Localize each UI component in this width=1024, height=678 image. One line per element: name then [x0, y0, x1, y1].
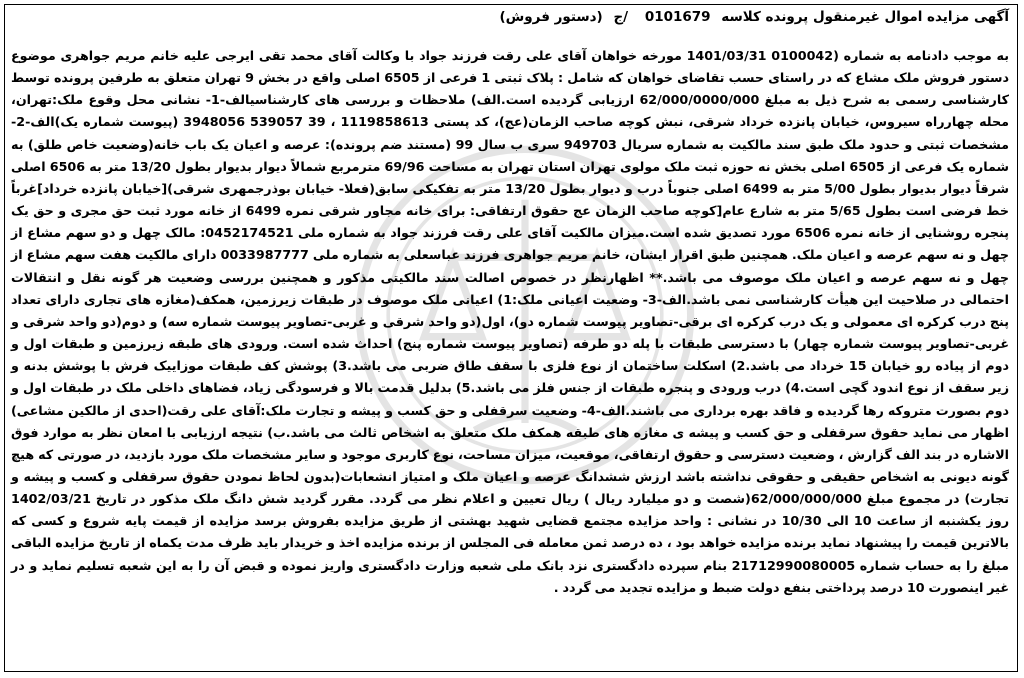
- notice-body: به موجب دادنامه به شماره (0100042 1401/03/31 مورخه خواهان آقای علی رقت فرزند جواد با وکالت آقای محمد تقی ایرجی علیه خانم مریم جواهری موضوع دستور فروش ملک مشاع که در راستای حسب تقاضای خواهان که شامل : پلاک ثبتی 1 فرعی از 6505 اصلی واقع در بخش 9 تهران متعلق به طرفین پرونده توسط کارشناسی رسمی به شرح ذیل به مبلغ 62/000/0000/000 ارزیابی گردیده است.الف) ملاحظات و بررسی های کارشناسیالف-1- نشانی محل وقوع ملک:تهران، محله چهارراه سیروس، خیابان پانزده خرداد شرقی، نبش کوچه صاحب الزمان(عج)، کد پستی 1119858613 ، 39 539057 3948056 (پیوست شماره یک)الف-2- مشخصات ثبتی و حدود ملک طبق سند مالکیت به شماره سریال 949703 سری ب سال 99 (مستند ضم پرونده): عرصه و اعیان یک باب خانه(وضعیت خاص طلق) به شماره یک فرعی از 6505 اصلی بخش نه حوزه ثبت ملک مولوی تهران استان تهران به مساحت 69/96 مترمربع شمالاً دیوار بدیوار بطول 13/20 متر به 6506 اصلی شرقاً دیوار بدیوار بطول 5/00 متر به 6499 اصلی جنوباً درب و دیوار بطول 13/20 متر به تفکیکی سابق(فعلا- خیابان بوذرجمهری شرقی)[خیابان پانزده خرداد]غرباً خط فرضی است بطول 5/65 متر به شارع عام[کوچه صاحب الزمان عج حقوق ارتفاقی: برای خانه مجاور شرقی نمره 6499 از خانه مورد ثبت حق مجری و حق یک پنجره روشنایی از خانه نمره 6506 مورد تصدیق شده است.میزان مالکیت آقای علی رقت فرزند جواد به شماره ملی 0452174521: مالک چهل و دو سهم مشاع از چهل و نه سهم عرصه و اعیان ملک. همچنین طبق اقرار ایشان، خانم مریم جواهری فرزند عباسعلی به شماره ملی 0033987777 دارای مالکیت هفت سهم مشاع از چهل و نه سهم عرصه و اعیان ملک موصوف می باشد.** اظهارنظر در خصوص اصالت سند مالکیتی مذکور و همچنین بررسی وضعیت هر گونه نقل و انتقالات احتمالی در صلاحیت این هیأت کارشناسی نمی باشد.الف-3- وضعیت اعیانی ملک:1) اعیانی ملک موصوف در طبقات زیرزمین، همکف(مغازه های تجاری دارای تعداد پنج درب کرکره ای معمولی و یک درب کرکره ای برقی-تصاویر پیوست شماره دو)، اول(دو واحد شرقی و غربی-تصاویر پیوست شماره سه) و دوم(دو واحد شرقی و غربی-تصاویر پیوست شماره چهار) با دسترسی طبقات با پله دو طرفه (تصاویر پیوست شماره پنج) احداث شده است. ورودی های طبقه زیرزمین و طبقات اول و دوم از پیاده رو خیابان 15 خرداد می باشد.2) اسکلت ساختمان از نوع فلزی با سقف طاق ضربی می باشد.3) پوشش کف طبقات موزاییک فرش با پوشش بدنه و زیر سقف از نوع اندود گچی است.4) درب ورودی و پنجره طبقات از جنس فلز می باشد.5) بدلیل قدمت بالا و فرسودگی زیاد، فضاهای داخلی ملک در طبقات اول و دوم بصورت متروکه رها گردیده و فاقد بهره برداری می باشند.الف-4- وضعیت سرقفلی و حق کسب و پیشه و تجارت ملک:آقای علی رقت(احدی از مالکین مشاعی) اظهار می نماید حقوق سرقفلی و حق کسب و پیشه ی مغازه های طبقه همکف ملک متعلق به اشخاص ثالث می باشد.ب) نتیجه ارزیابی با امعان نظر به موارد فوق الاشاره در بند الف گزارش ، وضعیت دسترسی و حقوق ارتفاقی، موقعیت، میزان مساحت، نوع کاربری موجود و سایر مشخصات ملک مورد بازدید، در صورتی که هیچ گونه دیونی به اشخاص حقیقی و حقوقی نداشته باشد ارزش ششدانگ عرصه و اعیان ملک و امتیاز انشعابات(بدون لحاظ نمودن حقوق سرقفلی و کسب و پیشه و تجارت) در مجموع مبلغ 62/000/000/000(شصت و دو میلیارد ریال ) ریال تعیین و اعلام نظر می گردد. مقرر گردید شش دانگ ملک مذکور در تاریخ 1402/03/21 روز یکشنبه از ساعت 10 الی 10/30 در نشانی : واحد مزایده مجتمع قضایی شهید بهشتی از طریق مزایده بفروش برسد مزایده از قیمت پایه شروع و کسی که بالاترین قیمت را پیشنهاد نماید برنده مزایده خواهد بود ، ده درصد ثمن معامله فی المجلس از برنده مزایده اخذ و خریدار باید ظرف مدت یکماه از تاریخ مزایده الباقی مبلغ را به حساب شماره 21712990080005 بنام سپرده دادگستری نزد بانک ملی شعبه وزارت دادگستری واریز نموده و قبض آن را به این شعبه تسلیم نماید و در غیر اینصورت 10 درصد پرداختی بنفع دولت ضبط و مزایده تجدید می گردد .: [11, 48, 1010, 595]
- notice-frame: [4, 4, 1018, 672]
- case-number: 0101679: [644, 9, 711, 25]
- title-prefix: آگهی مزایده اموال غیرمنقول پرونده کلاسه: [721, 9, 1009, 25]
- branch-letter: /ج: [613, 9, 629, 25]
- title-suffix: (دستور فروش): [499, 9, 603, 25]
- notice-title: [499, 9, 1009, 25]
